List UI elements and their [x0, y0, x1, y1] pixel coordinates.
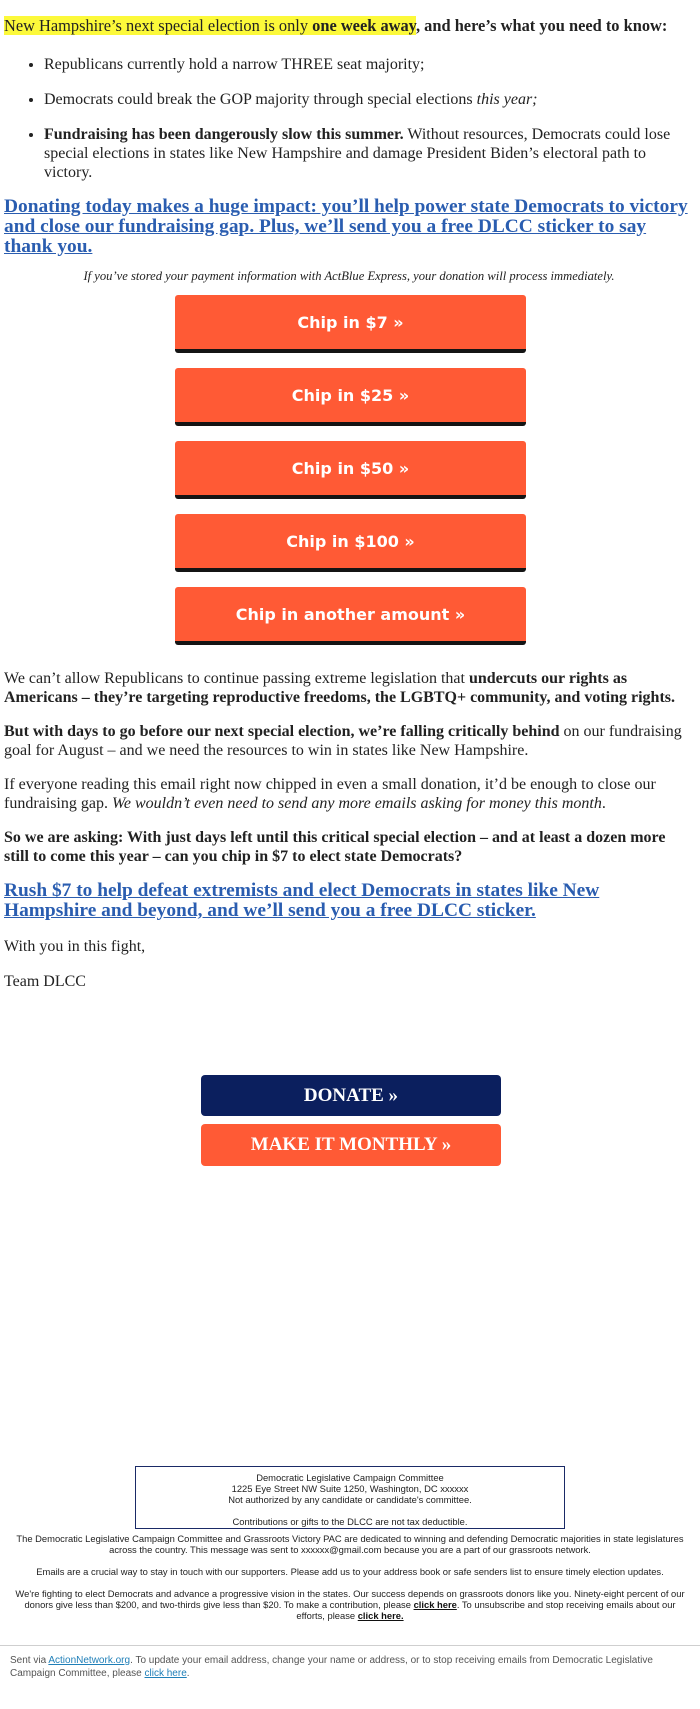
chip-50-button[interactable]: Chip in $50 »	[175, 441, 526, 499]
authorization-disclaimer: Not authorized by any candidate or candidate's committee.	[228, 1494, 472, 1505]
chip-button-group	[175, 295, 526, 645]
chip-25-button[interactable]: Chip in $25 »	[175, 368, 526, 426]
email-body	[4, 16, 694, 991]
footer-safe-senders: Emails are a crucial way to stay in touch with our supporters. Please add us to your address book or safe senders list to ensure timely election updates.	[36, 1566, 664, 1577]
para-bold: undercuts our rights as Americans – they’re targeting reproductive freedoms, the LGBTQ+ community, and voting rights.	[4, 670, 675, 706]
org-address: 1225 Eye Street NW Suite 1250, Washington, DC xxxxxx	[231, 1483, 469, 1494]
chip-other-amount-button[interactable]: Chip in another amount »	[175, 587, 526, 645]
org-name: Democratic Legislative Campaign Committee	[256, 1472, 444, 1483]
highlight-bold-text: one week away	[312, 16, 416, 35]
signature-text: Team DLCC	[4, 973, 86, 990]
para-text: on our fundraising goal for August – and we need the resources to win in states like New Hampshire.	[4, 723, 682, 759]
paragraph-asking	[4, 828, 694, 866]
list-item	[44, 125, 694, 182]
donate-button[interactable]: DONATE »	[201, 1075, 501, 1116]
key-points-list	[4, 55, 694, 182]
chip-100-button[interactable]: Chip in $100 »	[175, 514, 526, 572]
sent-text: .	[186, 1668, 190, 1679]
signoff-text: With you in this fight,	[4, 938, 146, 955]
para-text: We can’t allow Republicans to continue passing extreme legislation that	[4, 670, 469, 687]
bullet-emphasis: this year;	[476, 91, 538, 108]
address-box	[135, 1466, 565, 1529]
paragraph-falling-behind	[4, 722, 694, 760]
sent-text: . To update your email address, change your name or address, or to stop receiving emails from Democratic Legislative Campaign Committee, please	[10, 1655, 653, 1679]
unsubscribe-link[interactable]: click here.	[357, 1610, 404, 1621]
bullet-text: Democrats could break the GOP majority through special elections	[44, 91, 477, 108]
footer-text: . To unsubscribe and stop receiving emails about our efforts, please	[296, 1599, 676, 1621]
lead-rest-text: , and here’s what you need to know:	[415, 16, 668, 35]
make-it-monthly-button[interactable]: MAKE IT MONTHLY »	[201, 1124, 501, 1166]
footer-contribution	[12, 1588, 688, 1621]
bullet-bold: Fundraising has been dangerously slow this summer.	[44, 126, 404, 143]
action-network-link[interactable]: ActionNetwork.org	[48, 1655, 131, 1666]
highlight-text: New Hampshire’s next special election is only	[4, 16, 313, 35]
para-bold: But with days to go before our next special election, we’re falling critically behind	[4, 723, 560, 740]
lead-paragraph	[4, 16, 694, 35]
tax-disclaimer: Contributions or gifts to the DLCC are not tax deductible.	[232, 1516, 468, 1527]
paragraph-everyone	[4, 775, 694, 813]
list-item	[44, 55, 694, 74]
para-bold: So we are asking: With just days left until this critical special election – and at least a dozen more still to come this year – can you chip in $7 to elect state Democrats?	[4, 829, 666, 865]
footer-text: We're fighting to elect Democrats and advance a progressive vision in the states. Our success depends on grassroots donors like you. Ninety-eight percent of our donors give less than $200, and two-thirds give less than $20. To make a contribution, please	[15, 1588, 685, 1610]
list-item	[44, 90, 694, 109]
para-text: If everyone reading this email right now chipped in even a small donation, it’d be enough to close our fundraising gap.	[4, 776, 656, 812]
actblue-express-note: If you’ve stored your payment information with ActBlue Express, your donation will process immediately.	[83, 269, 615, 283]
rush-7-link[interactable]: Rush $7 to help defeat extremists and elect Democrats in states like New Hampshire and beyond, and we’ll send you a free DLCC sticker.	[4, 880, 600, 921]
para-text: .	[601, 795, 606, 812]
chip-7-button[interactable]: Chip in $7 »	[175, 295, 526, 353]
update-preferences-link[interactable]: click here	[144, 1668, 187, 1679]
footer-divider	[0, 1645, 700, 1646]
highlighted-text	[4, 16, 416, 35]
footer-mission: The Democratic Legislative Campaign Committee and Grassroots Victory PAC are dedicated to winning and defending Democratic majorities in state legislatures across the country. This message was sent to xxxxxx@gmail.com because you are a part of our grassroots network.	[16, 1533, 684, 1555]
para-emphasis: We wouldn’t even need to send any more emails asking for money this month	[111, 795, 602, 812]
bullet-text: Republicans currently hold a narrow THREE seat majority;	[44, 56, 425, 73]
sent-via-note	[10, 1654, 670, 1680]
sent-text: Sent via	[10, 1655, 49, 1666]
paragraph-rights	[4, 669, 694, 707]
contribute-link[interactable]: click here	[413, 1599, 457, 1610]
bullet-text: Without resources, Democrats could lose special elections in states like New Hampshire and damage President Biden’s electoral path to victory.	[44, 126, 671, 181]
donate-impact-link[interactable]: Donating today makes a huge impact: you’ll help power state Democrats to victory and close our fundraising gap. Plus, we’ll send you a free DLCC sticker to say thank you.	[4, 196, 688, 257]
